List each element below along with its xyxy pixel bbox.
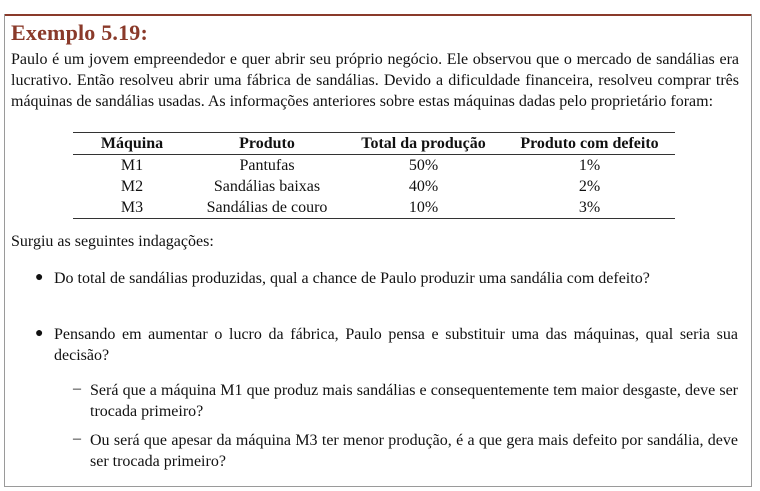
- table-header-row: [73, 133, 675, 155]
- table-cell: 10%: [408, 199, 439, 216]
- table-cell: Sandálias baixas: [213, 178, 321, 195]
- machines-table: [73, 132, 675, 219]
- questions-intro: Surgiu as seguintes indagações:: [11, 233, 214, 250]
- bullet-icon: ●: [35, 326, 44, 341]
- table-cell: M1: [120, 157, 144, 174]
- sub-question-item: Será que a máquina M1 que produz mais sandálias e consequentemente tem maior desgaste, deve ser trocada primeiro?: [90, 382, 738, 420]
- table-cell: M3: [120, 199, 144, 216]
- header-maquina: Máquina: [100, 134, 164, 152]
- dash-icon: –: [73, 430, 81, 447]
- table-cell: 2%: [578, 178, 601, 195]
- table-cell: 50%: [408, 157, 439, 174]
- table-cell: 1%: [578, 157, 601, 174]
- problem-paragraph: Paulo é um jovem empreendedor e quer abrir seu próprio negócio. Ele observou que o mercado de sandálias era lucrativo. Então resolveu abrir uma fábrica de sandálias. Devido a dificuldade financeira, resolveu comprar três máquinas de sandálias usadas. As informações anteriores sobre estas máquinas dadas pelo proprietário foram:: [11, 51, 739, 110]
- dash-icon: –: [73, 380, 81, 397]
- header-produto: Produto: [239, 134, 295, 152]
- table-cell: 3%: [578, 199, 601, 216]
- bullet-icon: ●: [35, 270, 44, 285]
- header-produto-defeito: Produto com defeito: [520, 134, 659, 152]
- table-cell: Pantufas: [239, 157, 295, 174]
- question-item: Do total de sandálias produzidas, qual a chance de Paulo produzir uma sandália com defeito?: [54, 270, 650, 287]
- table-cell: Sandálias de couro: [206, 199, 328, 216]
- table-row: [73, 176, 675, 197]
- table-cell: 40%: [408, 178, 439, 195]
- table-row: [73, 155, 675, 177]
- question-item: Pensando em aumentar o lucro da fábrica, Paulo pensa e substituir uma das máquinas, qual seria sua decisão?: [54, 326, 738, 364]
- sub-question-item: Ou será que apesar da máquina M3 ter menor produção, é a que gera mais defeito por sandália, deve ser trocada primeiro?: [90, 432, 738, 470]
- header-total-producao: Total da produção: [361, 134, 486, 152]
- table-cell: M2: [120, 178, 144, 195]
- table-row: [73, 197, 675, 219]
- example-title: Exemplo 5.19:: [11, 20, 149, 45]
